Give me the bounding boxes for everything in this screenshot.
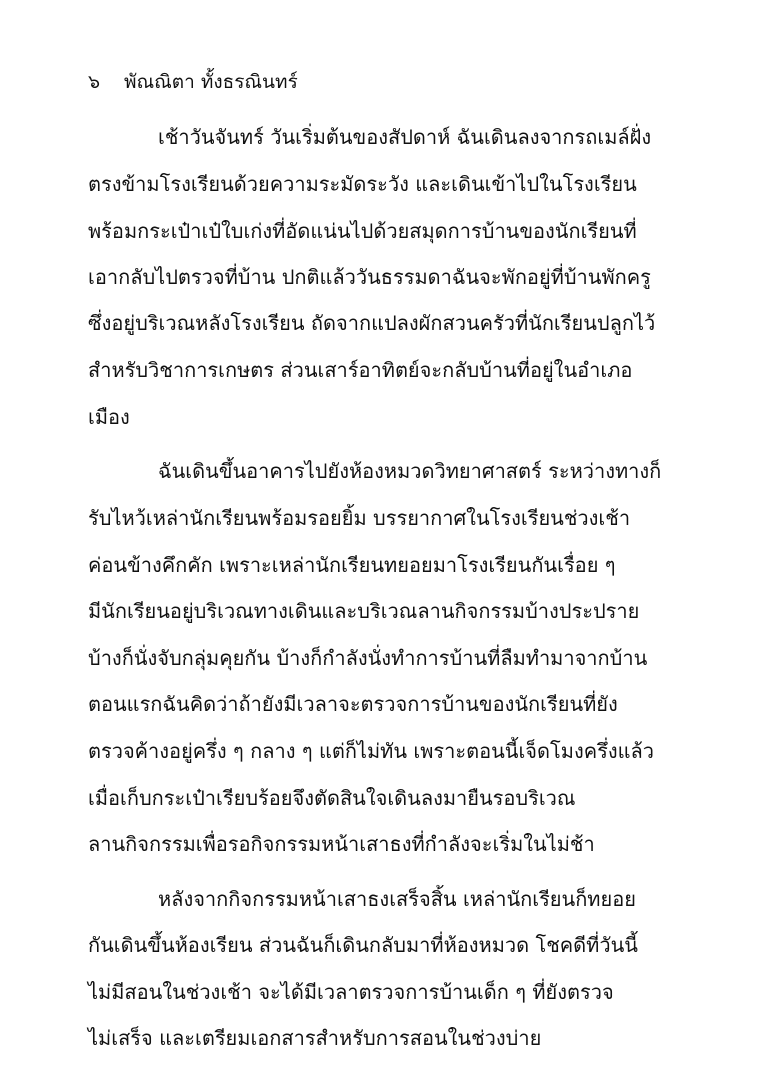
paragraph-1-line-1: เช้าวันจันทร์ วันเริ่มต้นของสัปดาห์ ฉันเดินลงจากรถเมล์ฝั่ง <box>158 125 652 149</box>
paragraph-2-line-9: ลานกิจกรรมเพื่อรอกิจกรรมหน้าเสาธงที่กำลังจะเริ่มในไม่ช้า <box>88 832 595 856</box>
paragraph-2-line-4: มีนักเรียนอยู่บริเวณทางเดินและบริเวณลานกิจกรรมบ้างประปราย <box>88 599 640 623</box>
author-name: พัณณิตา ทั้งธรณินทร์ <box>124 71 298 93</box>
paragraph-1-line-6: สำหรับวิชาการเกษตร ส่วนเสาร์อาทิตย์จะกลับบ้านที่อยู่ในอำเภอ <box>88 358 633 382</box>
paragraph-2-line-8: เมื่อเก็บกระเป๋าเรียบร้อยจึงตัดสินใจเดินลงมายืนรอบริเวณ <box>88 786 576 810</box>
paragraph-2-line-2: รับไหว้เหล่านักเรียนพร้อมรอยยิ้ม บรรยากาศในโรงเรียนช่วงเช้า <box>88 506 631 530</box>
page-header <box>88 70 298 94</box>
paragraph-1-line-7: เมือง <box>88 405 130 429</box>
paragraph-3-line-2: กันเดินขึ้นห้องเรียน ส่วนฉันก็เดินกลับมาที่ห้องหมวด โชคดีที่วันนี้ <box>88 933 638 957</box>
paragraph-3-line-3: ไม่มีสอนในช่วงเช้า จะได้มีเวลาตรวจการบ้านเด็ก ๆ ที่ยังตรวจ <box>88 980 614 1004</box>
paragraph-3-line-4: ไม่เสร็จ และเตรียมเอกสารสำหรับการสอนในช่วงบ่าย <box>88 1026 542 1050</box>
paragraph-2-line-3: ค่อนข้างคึกคัก เพราะเหล่านักเรียนทยอยมาโรงเรียนกันเรื่อย ๆ <box>88 553 616 577</box>
paragraph-2-line-1: ฉันเดินขึ้นอาคารไปยังห้องหมวดวิทยาศาสตร์ ระหว่างทางก็ <box>158 459 662 483</box>
paragraph-1-line-2: ตรงข้ามโรงเรียนด้วยความระมัดระวัง และเดินเข้าไปในโรงเรียน <box>88 172 637 196</box>
paragraph-2-line-7: ตรวจค้างอยู่ครึ่ง ๆ กลาง ๆ แต่ก็ไม่ทัน เพราะตอนนี้เจ็ดโมงครึ่งแล้ว <box>88 739 654 763</box>
paragraph-3-line-1: หลังจากกิจกรรมหน้าเสาธงเสร็จสิ้น เหล่านักเรียนก็ทยอย <box>158 887 636 911</box>
paragraph-1-line-3: พร้อมกระเป๋าเป๋ใบเก่งที่อัดแน่นไปด้วยสมุดการบ้านของนักเรียนที่ <box>88 219 637 243</box>
paragraph-2-line-6: ตอนแรกฉันคิดว่าถ้ายังมีเวลาจะตรวจการบ้านของนักเรียนที่ยัง <box>88 692 618 716</box>
paragraph-1-line-5: ซึ่งอยู่บริเวณหลังโรงเรียน ถัดจากแปลงผักสวนครัวที่นักเรียนปลูกไว้ <box>88 311 656 335</box>
paragraph-1-line-4: เอากลับไปตรวจที่บ้าน ปกติแล้ววันธรรมดาฉันจะพักอยู่ที่บ้านพักครู <box>88 265 651 289</box>
paragraph-2-line-5: บ้างก็นั่งจับกลุ่มคุยกัน บ้างก็กำลังนั่งทำการบ้านที่ลืมทำมาจากบ้าน <box>88 646 648 670</box>
page-number: ๖ <box>88 71 101 93</box>
